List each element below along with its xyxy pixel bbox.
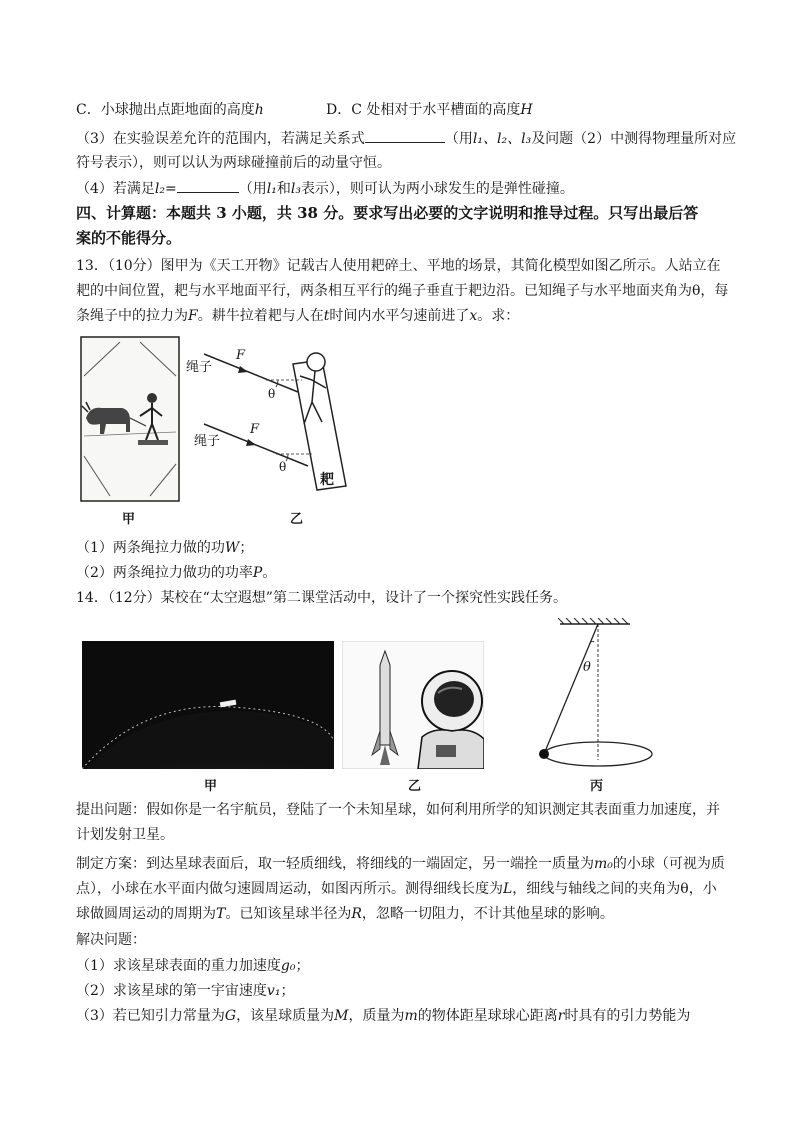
q14-part-1: （1）求该星球表面的重力加速度g₀； — [76, 958, 310, 974]
q13-intro-2: 耙的中间位置，耙与水平地面平行，两条相互平行的绳子垂直于耙边沿。已知绳子与水平地面夹角为θ，每 — [76, 283, 729, 299]
question-3-line-2: 符号表示），则可以认为两球碰撞前后的动量守恒。 — [76, 155, 391, 171]
option-d: D．C 处相对于水平槽面的高度H — [326, 102, 533, 118]
rope-label-1: 绳子 — [186, 360, 213, 375]
answer-blank — [365, 128, 445, 143]
question-3-line-1: （3）在实验误差允许的范围内，若满足关系式 （用l₁、l₂、l₃及问题（2）中测得物理量所对应 — [76, 128, 736, 149]
plan-line-3: 球做圆周运动的周期为T。已知该星球半径为R，忽略一切阻力，不计其他星球的影响。 — [76, 906, 614, 922]
q14-part-2: （2）求该星球的第一宇宙速度v₁； — [76, 983, 295, 999]
section-4-heading-cont: 案的不能得分。 — [76, 229, 182, 247]
rocket-astronaut-photo — [342, 641, 484, 769]
q14-part-3: （3）若已知引力常量为G，该星球质量为M，质量为m的物体距星球球心距离r时具有的引力势能为 — [76, 1008, 691, 1024]
satellite-orbit-photo — [82, 641, 334, 769]
force-label-1: F — [236, 348, 246, 363]
rake-force-diagram — [190, 340, 360, 510]
problem-statement-2: 计划发射卫星。 — [76, 827, 174, 843]
solve-heading: 解决问题： — [76, 932, 146, 948]
q13-part-1: （1）两条绳拉力做的功W； — [76, 540, 254, 556]
figure-caption-jia: 甲 — [122, 512, 136, 527]
q13-intro-3: 条绳子中的拉力为F。耕牛拉着耙与人在t时间内水平匀速前进了x。求： — [76, 308, 520, 324]
q13-intro-1: 13．（10分）图甲为《天工开物》记载古人使用耙碎土、平地的场景，其简化模型如图乙所示。人站立在 — [76, 258, 721, 274]
ox-plowing-illustration — [80, 336, 180, 502]
figure-caption-yi: 乙 — [290, 512, 304, 527]
angle-label-1: θ — [268, 387, 276, 401]
figure-caption-yi-14: 乙 — [408, 779, 422, 794]
rope-label-2: 绳子 — [194, 434, 221, 449]
figure-caption-jia-14: 甲 — [204, 779, 218, 794]
answer-blank — [177, 178, 239, 193]
plan-line-2: 点），小球在水平面内做匀速圆周运动，如图丙所示。测得细线长度为L，细线与轴线之间的夹角为θ，小 — [76, 881, 717, 897]
figure-caption-bing: 丙 — [590, 779, 604, 794]
q14-intro: 14．（12分）某校在“太空遐想”第二课堂活动中，设计了一个探究性实践任务。 — [76, 590, 567, 606]
question-4: （4）若满足l₂= （用l₁和l₃表示），则可认为两小球发生的是弹性碰撞。 — [76, 178, 574, 199]
option-c: C．小球抛出点距地面的高度h — [76, 102, 264, 118]
force-label-2: F — [250, 422, 260, 437]
problem-statement-1: 提出问题：假如你是一名宇航员，登陆了一个未知星球，如何利用所学的知识测定其表面重力加速度，并 — [76, 802, 720, 818]
q13-part-2: （2）两条绳拉力做功的功率P。 — [76, 565, 277, 581]
rake-label: 耙 — [320, 472, 334, 488]
conical-pendulum-diagram — [520, 618, 670, 774]
angle-label-2: θ — [279, 460, 287, 474]
section-4-heading: 四、计算题：本题共 3 小题，共 38 分。要求写出必要的文字说明和推导过程。只写出最后答 — [76, 204, 699, 222]
plan-line-1: 制定方案：到达星球表面后，取一轻质细线，将细线的一端固定，另一端拴一质量为m₀的小球（可视为质 — [76, 856, 725, 872]
pendulum-angle-label: θ — [583, 660, 591, 675]
